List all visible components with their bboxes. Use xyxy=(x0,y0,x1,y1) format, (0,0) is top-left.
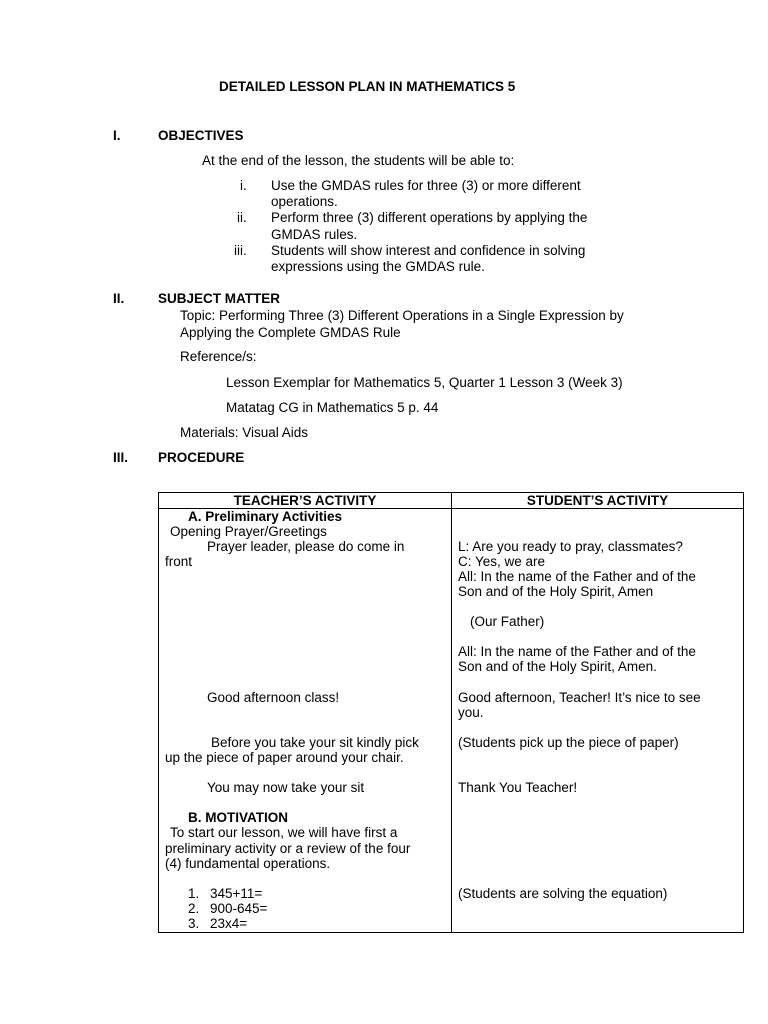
section-heading-subject-matter: SUBJECT MATTER xyxy=(158,291,281,306)
problem-expression: 900-645= xyxy=(210,901,268,917)
teacher-line: To start our lesson, we will have first a xyxy=(170,825,398,841)
teacher-line: You may now take your sit xyxy=(207,780,365,796)
materials-line: Materials: Visual Aids xyxy=(180,425,309,440)
student-line: Good afternoon, Teacher! It’s nice to see xyxy=(458,690,701,706)
table-row xyxy=(159,509,744,933)
reference-item: Matatag CG in Mathematics 5 p. 44 xyxy=(226,400,439,415)
problem-expression: 23x4= xyxy=(210,916,248,932)
section-number-objectives: I. xyxy=(113,128,121,143)
objective-text-cont: GMDAS rules. xyxy=(271,227,358,242)
objective-text-cont: expressions using the GMDAS rule. xyxy=(271,259,485,274)
reference-item: Lesson Exemplar for Mathematics 5, Quarter 1 Lesson 3 (Week 3) xyxy=(226,375,623,390)
objectives-intro: At the end of the lesson, the students will be able to: xyxy=(202,153,515,168)
objective-text: Students will show interest and confidence in solving xyxy=(271,243,586,258)
section-heading-objectives: OBJECTIVES xyxy=(158,128,244,143)
student-activity-cell xyxy=(452,509,744,933)
activity-table xyxy=(158,492,744,933)
section-heading-procedure: PROCEDURE xyxy=(158,450,245,465)
teacher-line: Before you take your sit kindly pick xyxy=(211,735,419,751)
student-line: All: In the name of the Father and of the xyxy=(458,644,696,660)
student-line: L: Are you ready to pray, classmates? xyxy=(458,539,683,555)
student-line: Son and of the Holy Spirit, Amen. xyxy=(458,659,657,675)
student-line: (Students pick up the piece of paper) xyxy=(458,735,679,751)
student-line: you. xyxy=(458,705,484,721)
teacher-activity-cell xyxy=(159,509,452,933)
teacher-line: (4) fundamental operations. xyxy=(165,856,331,872)
section-number-subject-matter: II. xyxy=(113,291,125,306)
section-a-heading: A. Preliminary Activities xyxy=(188,509,343,525)
objective-marker: i. xyxy=(240,178,247,193)
table-header-row xyxy=(159,493,744,509)
problem-expression: 345+11= xyxy=(210,886,263,902)
problem-marker: 2. xyxy=(188,901,200,917)
page-title: DETAILED LESSON PLAN IN MATHEMATICS 5 xyxy=(219,79,516,94)
topic-line-cont: Applying the Complete GMDAS Rule xyxy=(180,325,401,340)
teacher-line: Good afternoon class! xyxy=(207,690,340,706)
student-line: Son and of the Holy Spirit, Amen xyxy=(458,584,654,600)
topic-line: Topic: Performing Three (3) Different Operations in a Single Expression by xyxy=(180,308,624,323)
objective-text: Use the GMDAS rules for three (3) or more different xyxy=(271,178,581,193)
objective-text-cont: operations. xyxy=(271,194,338,209)
student-line: (Students are solving the equation) xyxy=(458,886,668,902)
student-line: (Our Father) xyxy=(470,614,545,630)
objective-marker: ii. xyxy=(237,210,247,225)
teacher-line: up the piece of paper around your chair. xyxy=(165,750,404,766)
student-line: All: In the name of the Father and of the xyxy=(458,569,696,585)
problem-marker: 1. xyxy=(188,886,200,902)
reference-label: Reference/s: xyxy=(180,349,257,364)
objective-text: Perform three (3) different operations by applying the xyxy=(271,210,588,225)
student-line: Thank You Teacher! xyxy=(458,780,578,796)
student-activity-header: STUDENT’S ACTIVITY xyxy=(452,493,744,509)
section-number-procedure: III. xyxy=(113,450,129,465)
teacher-activity-header: TEACHER’S ACTIVITY xyxy=(159,493,452,509)
student-line: C: Yes, we are xyxy=(458,554,546,570)
teacher-line: Prayer leader, please do come in xyxy=(207,539,405,555)
section-b-heading: B. MOTIVATION xyxy=(188,810,288,826)
objective-marker: iii. xyxy=(234,243,247,258)
teacher-line: front xyxy=(165,554,193,570)
teacher-line: preliminary activity or a review of the four xyxy=(165,841,411,857)
problem-marker: 3. xyxy=(188,916,200,932)
opening-prayer-label: Opening Prayer/Greetings xyxy=(170,524,327,540)
